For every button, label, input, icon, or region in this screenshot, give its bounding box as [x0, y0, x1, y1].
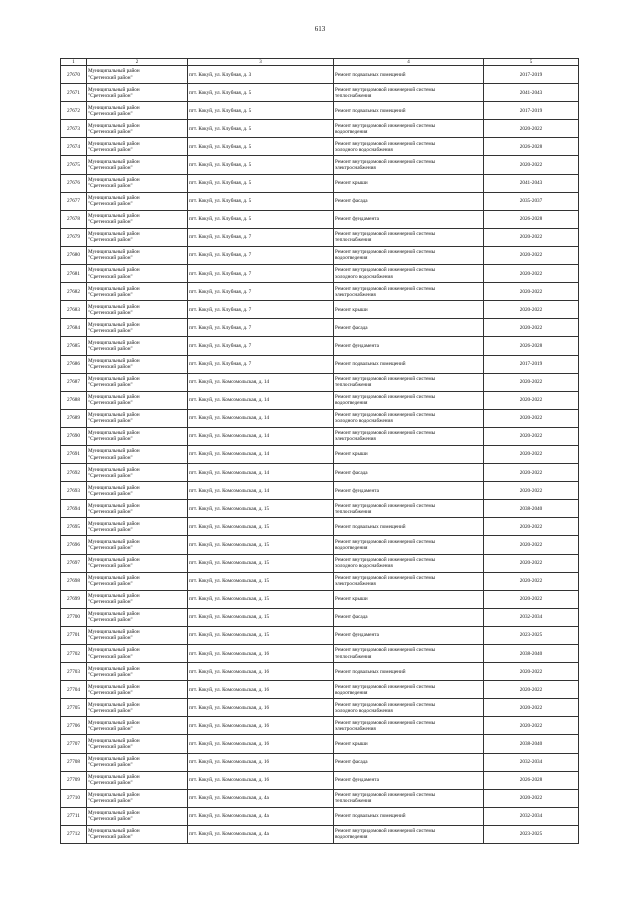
address-cell: пгт. Кокуй, ул. Комсомольская, д. 14 — [188, 445, 334, 463]
municipality-cell: Муниципальный район "Сретенский район" — [87, 265, 188, 283]
row-number-cell: 27685 — [61, 337, 87, 355]
period-cell: 2038-2040 — [484, 735, 579, 753]
table-row — [61, 301, 579, 319]
period-cell: 2038-2040 — [484, 500, 579, 518]
row-number-cell: 27706 — [61, 717, 87, 735]
period-cell: 2032-2034 — [484, 608, 579, 626]
row-number-cell: 27671 — [61, 84, 87, 102]
period-cell: 2020-2022 — [484, 590, 579, 608]
work-type-cell: Ремонт внутридомовой инженерной системы теплоснабжения — [334, 789, 484, 807]
work-type-cell: Ремонт внутридомовой инженерной системы водоотведения — [334, 536, 484, 554]
work-type-cell: Ремонт подвальных помещений — [334, 66, 484, 84]
table-row — [61, 825, 579, 843]
column-header: 5 — [484, 59, 579, 66]
municipality-cell: Муниципальный район "Сретенский район" — [87, 427, 188, 445]
municipality-cell: Муниципальный район "Сретенский район" — [87, 246, 188, 264]
work-type-cell: Ремонт внутридомовой инженерной системы электроснабжения — [334, 717, 484, 735]
table-row — [61, 663, 579, 681]
municipality-cell: Муниципальный район "Сретенский район" — [87, 102, 188, 120]
work-type-cell: Ремонт подвальных помещений — [334, 518, 484, 536]
table-row — [61, 554, 579, 572]
table-row — [61, 156, 579, 174]
row-number-cell: 27701 — [61, 626, 87, 644]
table-row — [61, 246, 579, 264]
municipality-cell: Муниципальный район "Сретенский район" — [87, 825, 188, 843]
municipality-cell: Муниципальный район "Сретенский район" — [87, 699, 188, 717]
table-row — [61, 590, 579, 608]
period-cell: 2020-2022 — [484, 301, 579, 319]
period-cell: 2026-2028 — [484, 210, 579, 228]
municipality-cell: Муниципальный район "Сретенский район" — [87, 626, 188, 644]
municipality-cell: Муниципальный район "Сретенский район" — [87, 717, 188, 735]
municipality-cell: Муниципальный район "Сретенский район" — [87, 554, 188, 572]
municipality-cell: Муниципальный район "Сретенский район" — [87, 301, 188, 319]
municipality-cell: Муниципальный район "Сретенский район" — [87, 228, 188, 246]
municipality-cell: Муниципальный район "Сретенский район" — [87, 536, 188, 554]
municipality-cell: Муниципальный район "Сретенский район" — [87, 681, 188, 699]
address-cell: пгт. Кокуй, ул. Комсомольская, д. 15 — [188, 590, 334, 608]
period-cell: 2020-2022 — [484, 789, 579, 807]
period-cell: 2020-2022 — [484, 445, 579, 463]
column-header: 1 — [61, 59, 87, 66]
work-type-cell: Ремонт внутридомовой инженерной системы электроснабжения — [334, 283, 484, 301]
address-cell: пгт. Кокуй, ул. Комсомольская, д. 15 — [188, 626, 334, 644]
table-row — [61, 84, 579, 102]
period-cell: 2038-2040 — [484, 645, 579, 663]
period-cell: 2023-2025 — [484, 626, 579, 644]
address-cell: пгт. Кокуй, ул. Комсомольская, д. 15 — [188, 500, 334, 518]
table-row — [61, 735, 579, 753]
address-cell: пгт. Кокуй, ул. Клубная, д. 5 — [188, 84, 334, 102]
municipality-cell: Муниципальный район "Сретенский район" — [87, 138, 188, 156]
work-type-cell: Ремонт фасада — [334, 192, 484, 210]
work-type-cell: Ремонт внутридомовой инженерной системы холодного водоснабжения — [334, 699, 484, 717]
municipality-cell: Муниципальный район "Сретенский район" — [87, 283, 188, 301]
municipality-cell: Муниципальный район "Сретенский район" — [87, 373, 188, 391]
period-cell: 2020-2022 — [484, 283, 579, 301]
municipality-cell: Муниципальный район "Сретенский район" — [87, 771, 188, 789]
work-type-cell: Ремонт фундамента — [334, 337, 484, 355]
period-cell: 2020-2022 — [484, 120, 579, 138]
work-type-cell: Ремонт фундамента — [334, 482, 484, 500]
address-cell: пгт. Кокуй, ул. Клубная, д. 5 — [188, 138, 334, 156]
work-type-cell: Ремонт внутридомовой инженерной системы теплоснабжения — [334, 645, 484, 663]
period-cell: 2020-2022 — [484, 699, 579, 717]
address-cell: пгт. Кокуй, ул. Клубная, д. 7 — [188, 337, 334, 355]
table-row — [61, 427, 579, 445]
address-cell: пгт. Кокуй, ул. Клубная, д. 5 — [188, 120, 334, 138]
municipality-cell: Муниципальный район "Сретенский район" — [87, 319, 188, 337]
row-number-cell: 27674 — [61, 138, 87, 156]
work-type-cell: Ремонт фундамента — [334, 771, 484, 789]
work-type-cell: Ремонт внутридомовой инженерной системы холодного водоснабжения — [334, 409, 484, 427]
municipality-cell: Муниципальный район "Сретенский район" — [87, 608, 188, 626]
table-row — [61, 265, 579, 283]
table-row — [61, 319, 579, 337]
table-row — [61, 138, 579, 156]
address-cell: пгт. Кокуй, ул. Клубная, д. 7 — [188, 301, 334, 319]
row-number-cell: 27690 — [61, 427, 87, 445]
period-cell: 2020-2022 — [484, 373, 579, 391]
address-cell: пгт. Кокуй, ул. Клубная, д. 5 — [188, 192, 334, 210]
work-type-cell: Ремонт фундамента — [334, 210, 484, 228]
work-type-cell: Ремонт внутридомовой инженерной системы холодного водоснабжения — [334, 265, 484, 283]
period-cell: 2020-2022 — [484, 536, 579, 554]
row-number-cell: 27697 — [61, 554, 87, 572]
period-cell: 2020-2022 — [484, 663, 579, 681]
address-cell: пгт. Кокуй, ул. Комсомольская, д. 14 — [188, 427, 334, 445]
address-cell: пгт. Кокуй, ул. Клубная, д. 7 — [188, 265, 334, 283]
municipality-cell: Муниципальный район "Сретенский район" — [87, 391, 188, 409]
address-cell: пгт. Кокуй, ул. Комсомольская, д. 4а — [188, 789, 334, 807]
column-header: 2 — [87, 59, 188, 66]
period-cell: 2032-2034 — [484, 753, 579, 771]
work-type-cell: Ремонт крыши — [334, 301, 484, 319]
row-number-cell: 27678 — [61, 210, 87, 228]
work-type-cell: Ремонт крыши — [334, 174, 484, 192]
table-row — [61, 753, 579, 771]
row-number-cell: 27682 — [61, 283, 87, 301]
table-row — [61, 807, 579, 825]
municipality-cell: Муниципальный район "Сретенский район" — [87, 120, 188, 138]
row-number-cell: 27708 — [61, 753, 87, 771]
work-type-cell: Ремонт подвальных помещений — [334, 102, 484, 120]
row-number-cell: 27681 — [61, 265, 87, 283]
municipality-cell: Муниципальный район "Сретенский район" — [87, 445, 188, 463]
municipality-cell: Муниципальный район "Сретенский район" — [87, 572, 188, 590]
table-row — [61, 192, 579, 210]
address-cell: пгт. Кокуй, ул. Клубная, д. 7 — [188, 355, 334, 373]
row-number-cell: 27699 — [61, 590, 87, 608]
period-cell: 2020-2022 — [484, 409, 579, 427]
row-number-cell: 27703 — [61, 663, 87, 681]
period-cell: 2020-2022 — [484, 572, 579, 590]
row-number-cell: 27688 — [61, 391, 87, 409]
table-row — [61, 536, 579, 554]
table-header-row — [61, 59, 579, 66]
work-type-cell: Ремонт внутридомовой инженерной системы электроснабжения — [334, 427, 484, 445]
work-type-cell: Ремонт внутридомовой инженерной системы водоотведения — [334, 681, 484, 699]
municipality-cell: Муниципальный район "Сретенский район" — [87, 753, 188, 771]
work-type-cell: Ремонт подвальных помещений — [334, 807, 484, 825]
row-number-cell: 27679 — [61, 228, 87, 246]
address-cell: пгт. Кокуй, ул. Комсомольская, д. 16 — [188, 681, 334, 699]
row-number-cell: 27672 — [61, 102, 87, 120]
work-type-cell: Ремонт фасада — [334, 608, 484, 626]
municipality-cell: Муниципальный район "Сретенский район" — [87, 156, 188, 174]
work-type-cell: Ремонт внутридомовой инженерной системы холодного водоснабжения — [334, 554, 484, 572]
row-number-cell: 27680 — [61, 246, 87, 264]
address-cell: пгт. Кокуй, ул. Клубная, д. 3 — [188, 66, 334, 84]
period-cell: 2020-2022 — [484, 319, 579, 337]
municipality-cell: Муниципальный район "Сретенский район" — [87, 84, 188, 102]
work-type-cell: Ремонт крыши — [334, 445, 484, 463]
table-body — [61, 66, 579, 844]
table-row — [61, 771, 579, 789]
row-number-cell: 27709 — [61, 771, 87, 789]
period-cell: 2020-2022 — [484, 717, 579, 735]
row-number-cell: 27683 — [61, 301, 87, 319]
table-row — [61, 391, 579, 409]
address-cell: пгт. Кокуй, ул. Комсомольская, д. 16 — [188, 753, 334, 771]
work-type-cell: Ремонт крыши — [334, 735, 484, 753]
municipality-cell: Муниципальный район "Сретенский район" — [87, 807, 188, 825]
table-row — [61, 102, 579, 120]
row-number-cell: 27684 — [61, 319, 87, 337]
work-type-cell: Ремонт фасада — [334, 464, 484, 482]
work-type-cell: Ремонт внутридомовой инженерной системы водоотведения — [334, 120, 484, 138]
municipality-cell: Муниципальный район "Сретенский район" — [87, 464, 188, 482]
table-row — [61, 283, 579, 301]
period-cell: 2020-2022 — [484, 228, 579, 246]
address-cell: пгт. Кокуй, ул. Комсомольская, д. 15 — [188, 554, 334, 572]
work-type-cell: Ремонт внутридомовой инженерной системы электроснабжения — [334, 572, 484, 590]
row-number-cell: 27700 — [61, 608, 87, 626]
row-number-cell: 27691 — [61, 445, 87, 463]
work-type-cell: Ремонт фасада — [334, 319, 484, 337]
work-type-cell: Ремонт подвальных помещений — [334, 355, 484, 373]
row-number-cell: 27673 — [61, 120, 87, 138]
period-cell: 2032-2034 — [484, 807, 579, 825]
row-number-cell: 27689 — [61, 409, 87, 427]
table-row — [61, 500, 579, 518]
work-type-cell: Ремонт внутридомовой инженерной системы холодного водоснабжения — [334, 138, 484, 156]
period-cell: 2020-2022 — [484, 464, 579, 482]
municipality-cell: Муниципальный район "Сретенский район" — [87, 337, 188, 355]
period-cell: 2020-2022 — [484, 265, 579, 283]
row-number-cell: 27696 — [61, 536, 87, 554]
work-type-cell: Ремонт подвальных помещений — [334, 663, 484, 681]
table-row — [61, 789, 579, 807]
address-cell: пгт. Кокуй, ул. Комсомольская, д. 14 — [188, 482, 334, 500]
row-number-cell: 27676 — [61, 174, 87, 192]
municipality-cell: Муниципальный район "Сретенский район" — [87, 663, 188, 681]
address-cell: пгт. Кокуй, ул. Комсомольская, д. 16 — [188, 771, 334, 789]
municipality-cell: Муниципальный район "Сретенский район" — [87, 645, 188, 663]
municipality-cell: Муниципальный район "Сретенский район" — [87, 482, 188, 500]
table-row — [61, 66, 579, 84]
period-cell: 2020-2022 — [484, 518, 579, 536]
address-cell: пгт. Кокуй, ул. Комсомольская, д. 16 — [188, 735, 334, 753]
work-type-cell: Ремонт фасада — [334, 753, 484, 771]
table-row — [61, 681, 579, 699]
table-row — [61, 699, 579, 717]
address-cell: пгт. Кокуй, ул. Клубная, д. 7 — [188, 283, 334, 301]
period-cell: 2020-2022 — [484, 391, 579, 409]
period-cell: 2041-2043 — [484, 174, 579, 192]
address-cell: пгт. Кокуй, ул. Комсомольская, д. 16 — [188, 717, 334, 735]
period-cell: 2026-2028 — [484, 337, 579, 355]
table-row — [61, 210, 579, 228]
table-row — [61, 445, 579, 463]
period-cell: 2020-2022 — [484, 554, 579, 572]
municipality-cell: Муниципальный район "Сретенский район" — [87, 355, 188, 373]
repair-schedule-table — [60, 58, 579, 844]
period-cell: 2020-2022 — [484, 427, 579, 445]
page-number: 613 — [314, 25, 326, 33]
row-number-cell: 27677 — [61, 192, 87, 210]
row-number-cell: 27698 — [61, 572, 87, 590]
row-number-cell: 27687 — [61, 373, 87, 391]
row-number-cell: 27686 — [61, 355, 87, 373]
municipality-cell: Муниципальный район "Сретенский район" — [87, 590, 188, 608]
table-row — [61, 228, 579, 246]
address-cell: пгт. Кокуй, ул. Комсомольская, д. 15 — [188, 518, 334, 536]
table-row — [61, 337, 579, 355]
municipality-cell: Муниципальный район "Сретенский район" — [87, 210, 188, 228]
period-cell: 2026-2028 — [484, 771, 579, 789]
table-row — [61, 482, 579, 500]
table-row — [61, 174, 579, 192]
work-type-cell: Ремонт внутридомовой инженерной системы водоотведения — [334, 825, 484, 843]
row-number-cell: 27702 — [61, 645, 87, 663]
row-number-cell: 27692 — [61, 464, 87, 482]
municipality-cell: Муниципальный район "Сретенский район" — [87, 174, 188, 192]
period-cell: 2035-2037 — [484, 192, 579, 210]
address-cell: пгт. Кокуй, ул. Клубная, д. 5 — [188, 156, 334, 174]
municipality-cell: Муниципальный район "Сретенский район" — [87, 409, 188, 427]
address-cell: пгт. Кокуй, ул. Комсомольская, д. 15 — [188, 608, 334, 626]
address-cell: пгт. Кокуй, ул. Комсомольская, д. 14 — [188, 391, 334, 409]
municipality-cell: Муниципальный район "Сретенский район" — [87, 789, 188, 807]
address-cell: пгт. Кокуй, ул. Комсомольская, д. 14 — [188, 373, 334, 391]
address-cell: пгт. Кокуй, ул. Клубная, д. 5 — [188, 102, 334, 120]
period-cell: 2020-2022 — [484, 482, 579, 500]
period-cell: 2020-2022 — [484, 681, 579, 699]
column-header: 4 — [334, 59, 484, 66]
work-type-cell: Ремонт внутридомовой инженерной системы водоотведения — [334, 246, 484, 264]
address-cell: пгт. Кокуй, ул. Клубная, д. 7 — [188, 246, 334, 264]
row-number-cell: 27712 — [61, 825, 87, 843]
row-number-cell: 27675 — [61, 156, 87, 174]
table-row — [61, 464, 579, 482]
address-cell: пгт. Кокуй, ул. Комсомольская, д. 14 — [188, 464, 334, 482]
address-cell: пгт. Кокуй, ул. Комсомольская, д. 16 — [188, 699, 334, 717]
work-type-cell: Ремонт внутридомовой инженерной системы теплоснабжения — [334, 228, 484, 246]
work-type-cell: Ремонт внутридомовой инженерной системы теплоснабжения — [334, 373, 484, 391]
table-row — [61, 717, 579, 735]
period-cell: 2017-2019 — [484, 66, 579, 84]
address-cell: пгт. Кокуй, ул. Клубная, д. 7 — [188, 319, 334, 337]
period-cell: 2041-2043 — [484, 84, 579, 102]
address-cell: пгт. Кокуй, ул. Комсомольская, д. 14 — [188, 409, 334, 427]
address-cell: пгт. Кокуй, ул. Комсомольская, д. 4а — [188, 825, 334, 843]
table-row — [61, 645, 579, 663]
work-type-cell: Ремонт фундамента — [334, 626, 484, 644]
row-number-cell: 27693 — [61, 482, 87, 500]
municipality-cell: Муниципальный район "Сретенский район" — [87, 500, 188, 518]
row-number-cell: 27707 — [61, 735, 87, 753]
table-row — [61, 572, 579, 590]
work-type-cell: Ремонт внутридомовой инженерной системы теплоснабжения — [334, 500, 484, 518]
work-type-cell: Ремонт крыши — [334, 590, 484, 608]
work-type-cell: Ремонт внутридомовой инженерной системы теплоснабжения — [334, 84, 484, 102]
row-number-cell: 27694 — [61, 500, 87, 518]
row-number-cell: 27711 — [61, 807, 87, 825]
address-cell: пгт. Кокуй, ул. Комсомольская, д. 16 — [188, 663, 334, 681]
table-row — [61, 120, 579, 138]
municipality-cell: Муниципальный район "Сретенский район" — [87, 735, 188, 753]
table-row — [61, 409, 579, 427]
work-type-cell: Ремонт внутридомовой инженерной системы электроснабжения — [334, 156, 484, 174]
address-cell: пгт. Кокуй, ул. Клубная, д. 5 — [188, 174, 334, 192]
address-cell: пгт. Кокуй, ул. Комсомольская, д. 4а — [188, 807, 334, 825]
address-cell: пгт. Кокуй, ул. Комсомольская, д. 16 — [188, 645, 334, 663]
row-number-cell: 27705 — [61, 699, 87, 717]
period-cell: 2020-2022 — [484, 246, 579, 264]
table-row — [61, 518, 579, 536]
row-number-cell: 27704 — [61, 681, 87, 699]
address-cell: пгт. Кокуй, ул. Комсомольская, д. 15 — [188, 536, 334, 554]
table-row — [61, 608, 579, 626]
table-row — [61, 626, 579, 644]
row-number-cell: 27710 — [61, 789, 87, 807]
address-cell: пгт. Кокуй, ул. Клубная, д. 7 — [188, 228, 334, 246]
period-cell: 2017-2019 — [484, 102, 579, 120]
work-type-cell: Ремонт внутридомовой инженерной системы водоотведения — [334, 391, 484, 409]
address-cell: пгт. Кокуй, ул. Клубная, д. 5 — [188, 210, 334, 228]
row-number-cell: 27695 — [61, 518, 87, 536]
row-number-cell: 27670 — [61, 66, 87, 84]
period-cell: 2020-2022 — [484, 156, 579, 174]
address-cell: пгт. Кокуй, ул. Комсомольская, д. 15 — [188, 572, 334, 590]
municipality-cell: Муниципальный район "Сретенский район" — [87, 66, 188, 84]
period-cell: 2017-2019 — [484, 355, 579, 373]
table-row — [61, 355, 579, 373]
municipality-cell: Муниципальный район "Сретенский район" — [87, 192, 188, 210]
period-cell: 2023-2025 — [484, 825, 579, 843]
period-cell: 2026-2028 — [484, 138, 579, 156]
column-header: 3 — [188, 59, 334, 66]
municipality-cell: Муниципальный район "Сретенский район" — [87, 518, 188, 536]
table-row — [61, 373, 579, 391]
